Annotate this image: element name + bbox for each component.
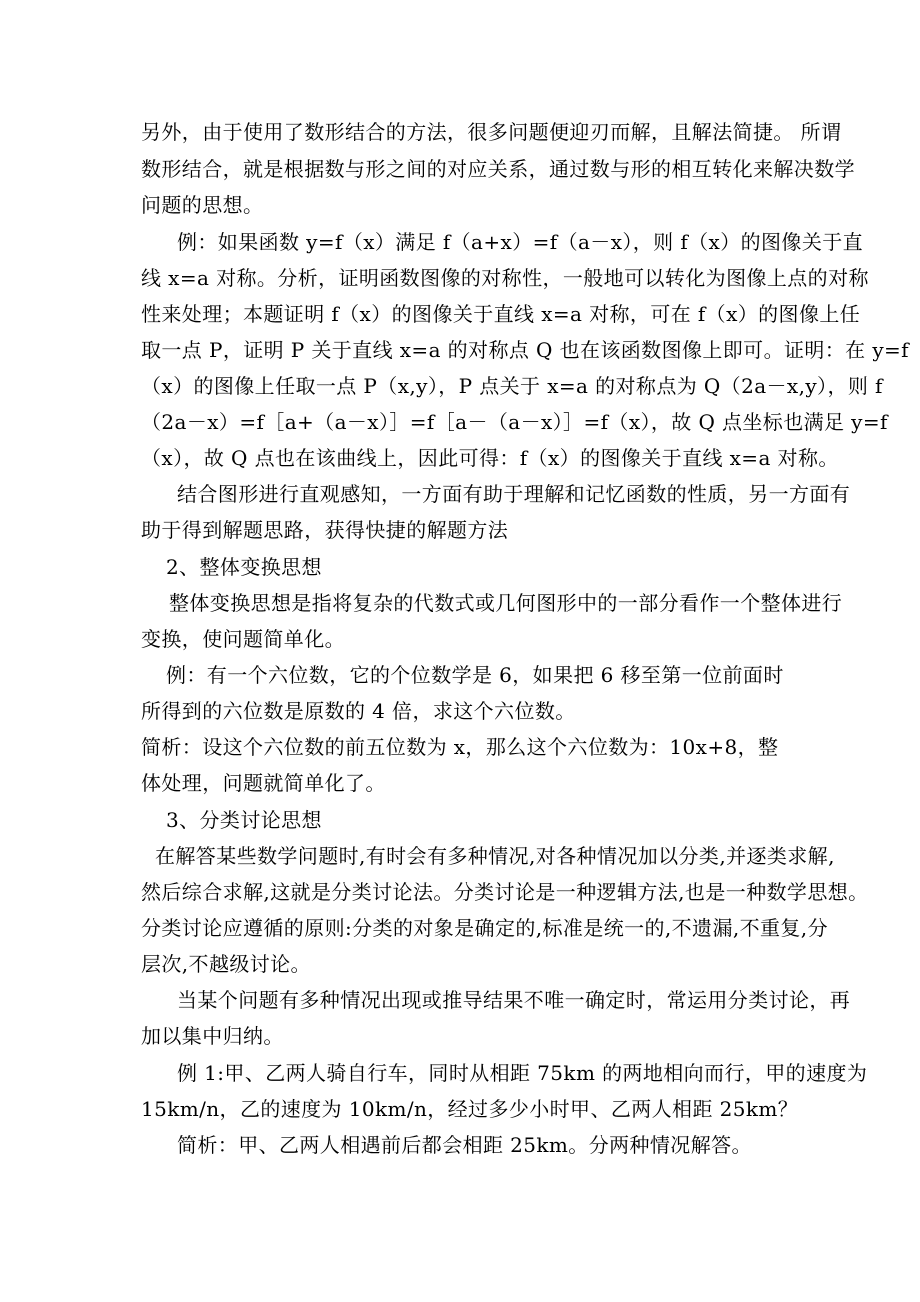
text-line: 所得到的六位数是原数的 4 倍，求这个六位数。	[141, 699, 576, 723]
text-line: 简析：设这个六位数的前五位数为 x，那么这个六位数为：10x+8，整	[141, 735, 779, 759]
text-line: 例：有一个六位数，它的个位数学是 6，如果把 6 移至第一位前面时	[166, 663, 784, 687]
section-heading: 3、分类讨论思想	[166, 808, 322, 832]
text-line: 数形结合，就是根据数与形之间的对应关系，通过数与形的相互转化来解决数学	[141, 157, 855, 181]
text-line: 性来处理；本题证明 f（x）的图像关于直线 x=a 对称，可在 f（x）的图像上任	[141, 302, 861, 326]
text-line: 简析：甲、乙两人相遇前后都会相距 25km。分两种情况解答。	[177, 1133, 752, 1157]
text-line: 整体变换思想是指将复杂的代数式或几何图形中的一部分看作一个整体进行	[169, 591, 843, 615]
text-line: 体处理，问题就简单化了。	[141, 771, 386, 795]
text-line: 助于得到解题思路，获得快捷的解题方法	[141, 518, 509, 542]
text-line: 15km/n，乙的速度为 10km/n，经过多少小时甲、乙两人相距 25km？	[141, 1097, 799, 1121]
text-line: 结合图形进行直观感知，一方面有助于理解和记忆函数的性质，另一方面有	[177, 482, 851, 506]
text-line: 例 1:甲、乙两人骑自行车，同时从相距 75km 的两地相向而行，甲的速度为	[177, 1061, 868, 1085]
section-heading: 2、整体变换思想	[166, 555, 322, 579]
text-line: 分类讨论应遵循的原则:分类的对象是确定的,标准是统一的,不遗漏,不重复,分	[141, 916, 828, 940]
text-line: 层次,不越级讨论。	[141, 952, 311, 976]
text-line: 另外，由于使用了数形结合的方法，很多问题便迎刃而解，且解法简捷。 所谓	[141, 120, 842, 144]
text-line: 变换，使问题简单化。	[141, 627, 345, 651]
text-line: 问题的思想。	[141, 193, 264, 217]
text-line: （x），故 Q 点也在该曲线上，因此可得：f（x）的图像关于直线 x=a 对称。	[141, 446, 839, 470]
text-line: 例：如果函数 y=f（x）满足 f（a+x）=f（a－x），则 f（x）的图像关于直	[177, 230, 864, 254]
text-line: 加以集中归纳。	[141, 1024, 284, 1048]
text-line: 取一点 P，证明 P 关于直线 x=a 的对称点 Q 也在该函数图像上即可。证明：在 y=f	[141, 338, 909, 362]
text-line: 线 x=a 对称。分析，证明函数图像的对称性，一般地可以转化为图像上点的对称	[141, 266, 869, 290]
text-line: （2a－x）=f［a+（a－x）］=f［a－（a－x）］=f（x），故 Q 点坐标也满足 y=f	[141, 410, 888, 434]
text-line: 当某个问题有多种情况出现或推导结果不唯一确定时，常运用分类讨论，再	[177, 988, 851, 1012]
text-line: 然后综合求解,这就是分类讨论法。分类讨论是一种逻辑方法,也是一种数学思想。	[141, 880, 869, 904]
text-line: 在解答某些数学问题时,有时会有多种情况,对各种情况加以分类,并逐类求解,	[155, 844, 835, 868]
text-line: （x）的图像上任取一点 P（x,y），P 点关于 x=a 的对称点为 Q（2a－x,y），则 f	[141, 374, 883, 398]
